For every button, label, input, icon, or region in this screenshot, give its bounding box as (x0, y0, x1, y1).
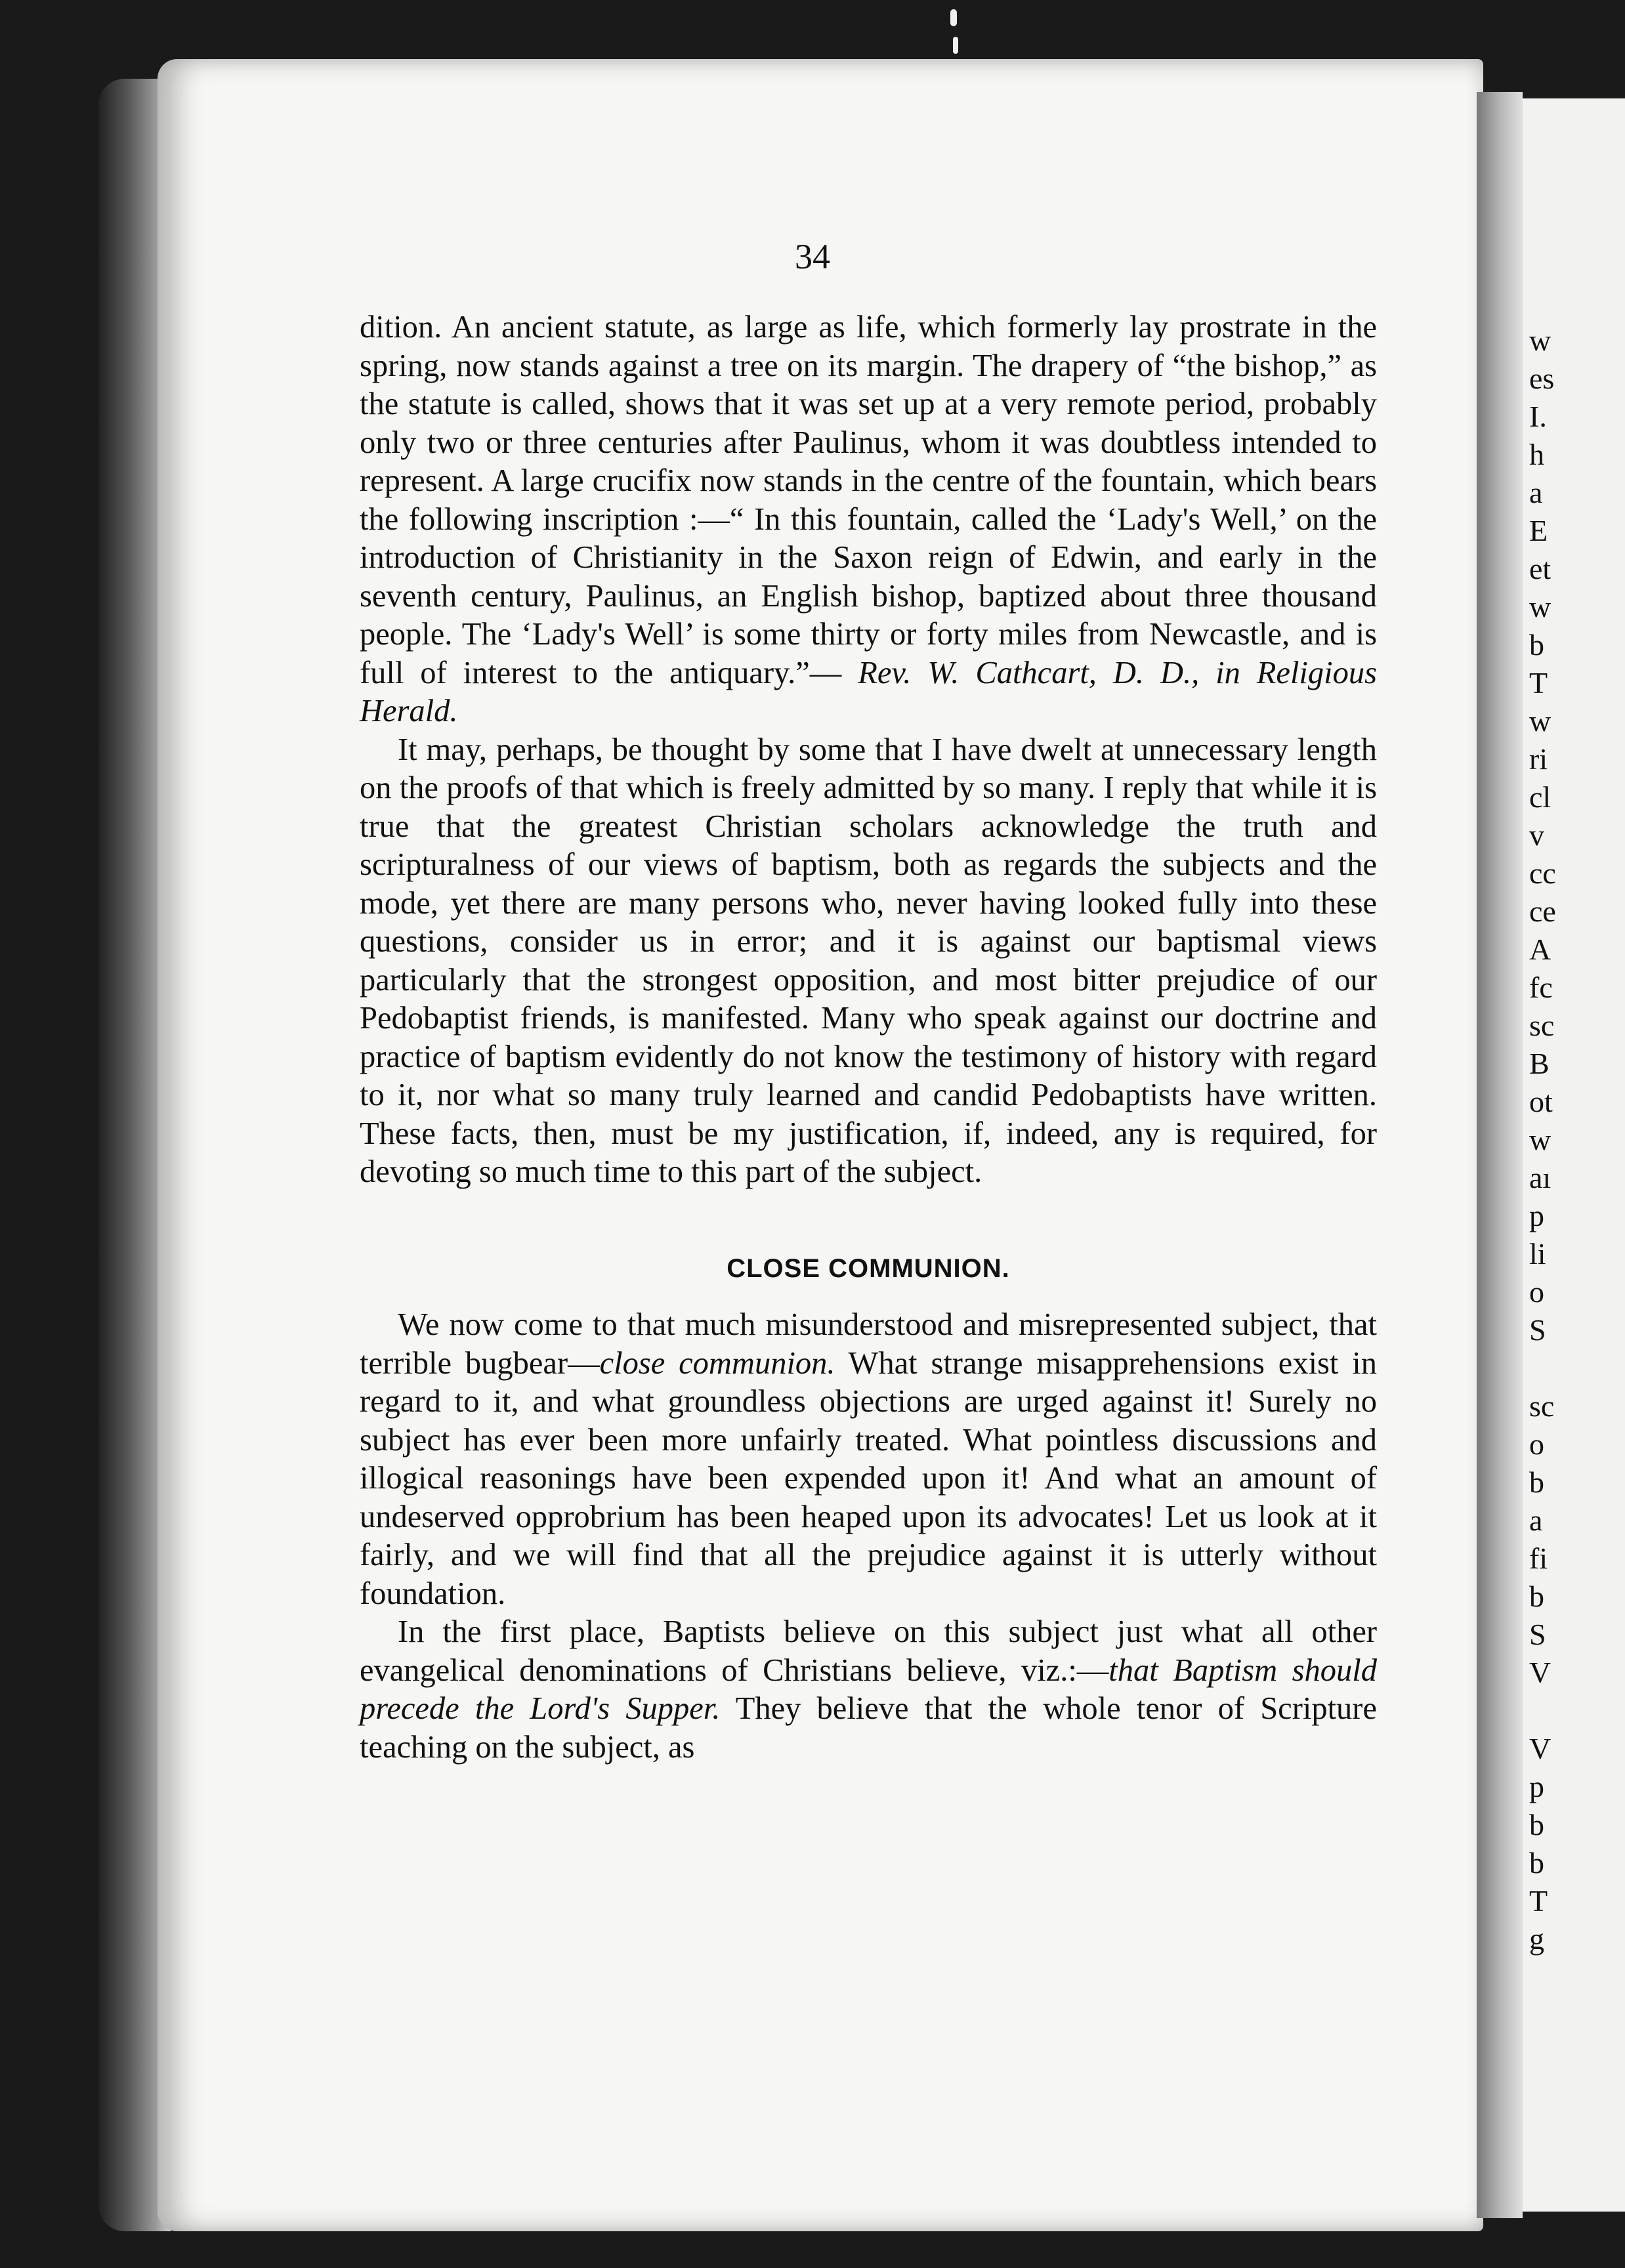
facing-page-fragment-42: g (1529, 1922, 1544, 1956)
facing-page-fragment-5: E (1529, 514, 1548, 547)
facing-page-fragment-33: b (1529, 1580, 1544, 1613)
scan-mark (950, 9, 957, 26)
facing-page-fragment-19: B (1529, 1047, 1550, 1080)
facing-page-fragment (1523, 98, 1625, 2212)
facing-page-fragment-4: a (1529, 476, 1543, 509)
facing-page-fragment-32: fi (1529, 1542, 1548, 1575)
facing-page-fragment-36 (1529, 1692, 1556, 1730)
facing-page-fragment-14: cc (1529, 856, 1556, 890)
facing-page-fragment-0: w (1529, 324, 1551, 357)
facing-page-fragment-16: A (1529, 933, 1551, 966)
facing-page-fragment-9: T (1529, 666, 1548, 700)
paragraph-continuation: dition. An ancient statute, as large as life, which formerly lay prostrate in the spring, now stands against a tree on its margin. The drapery of “the bishop,” as the statute is called, shows that it was set up at a very remote period, probably only two or three centuries after Paulinus, whom it was doubtless intended to represent. A large crucifix now stands in the centre of the fountain, which bears the following inscription :—“ In this fountain, called the ‘Lady's Well,’ on the introduction of Christianity in the Saxon reign of Edwin, and early in the seventh century, Paulinus, an English bishop, baptized about three thousand people. The ‘Lady's Well’ is some thirty or forty miles from Newcastle, and is full of interest to the antiquary.”— Rev. W. Cathcart, D. D., in Religious Herald. (360, 310, 1377, 728)
facing-page-fragment-41: T (1529, 1884, 1548, 1918)
facing-page-fragment-31: a (1529, 1503, 1543, 1537)
facing-page-fragment-30: b (1529, 1465, 1544, 1499)
facing-page-fragment-13: v (1529, 818, 1544, 852)
facing-page-fragment-24: li (1529, 1237, 1546, 1270)
facing-page-text (1529, 322, 1556, 1958)
facing-page-fragment-27 (1529, 1349, 1556, 1387)
facing-page-fragment-21: w (1529, 1123, 1551, 1156)
facing-page-fragment-10: w (1529, 704, 1551, 738)
facing-page-fragment-11: ri (1529, 742, 1548, 776)
citation: Rev. W. Cathcart, D. D., in Religious Herald. (360, 655, 1377, 728)
facing-page-fragment-15: ce (1529, 894, 1556, 928)
facing-page-fragment-35: V (1529, 1656, 1551, 1689)
facing-page-fragment-7: w (1529, 590, 1551, 623)
facing-page-fragment-39: b (1529, 1808, 1544, 1841)
page-body (360, 308, 1377, 1767)
section-heading: CLOSE COMMUNION. (727, 1253, 1010, 1283)
facing-page-fragment-18: sc (1529, 1009, 1555, 1042)
facing-page-fragment-17: fc (1529, 971, 1553, 1004)
facing-page-fragment-23: p (1529, 1199, 1544, 1232)
book-gutter (1477, 92, 1523, 2218)
facing-page-fragment-26: S (1529, 1313, 1546, 1347)
facing-page-fragment-2: I. (1529, 400, 1547, 433)
paragraph: It may, perhaps, be thought by some that I have dwelt at unnecessary length on the proofs of that which is freely admitted by so many. I reply that while it is true that the greatest Christian scholars acknowledge the truth and scripturalness of our views of baptism, both as regards the subjects and the mode, yet there are many persons who, never having looked fully into these questions, consider us in error; and it is against our baptismal views particularly that the strongest opposition, and most bitter prejudice of our Pedobaptist friends, is manifested. Many who speak against our doctrine and practice of baptism evidently do not know the testimony of history with regard to it, nor what so many truly learned and candid Pedobaptists have written. These facts, then, must be my justification, if, indeed, any is required, for devoting so much time to this part of the subject. (360, 732, 1377, 1189)
facing-page-fragment-6: et (1529, 552, 1551, 585)
facing-page-fragment-37: V (1529, 1732, 1551, 1765)
facing-page-fragment-1: es (1529, 362, 1555, 395)
scan-mark (953, 37, 958, 54)
facing-page-fragment-20: ot (1529, 1085, 1553, 1118)
facing-page-fragment-28: sc (1529, 1389, 1555, 1423)
facing-page-fragment-12: cl (1529, 780, 1551, 814)
facing-page-fragment-22: aı (1529, 1161, 1551, 1194)
facing-page-fragment-38: p (1529, 1770, 1544, 1803)
facing-page-fragment-29: o (1529, 1427, 1544, 1461)
facing-page-fragment-25: o (1529, 1275, 1544, 1309)
paragraph: We now come to that much misunderstood and misrepresented subject, that terrible bugbear—close communion. What strange misapprehensions exist in regard to it, and what groundless objections are urged against it! Surely no subject has ever been more unfairly treated. What pointless discussions and illogical reasonings have been expended upon it! And what an amount of undeserved opprobrium has been heaped upon its advocates! Let us look at it fairly, and we will find that all the prejudice against it is utterly without foundation. (360, 1307, 1377, 1611)
facing-page-fragment-8: b (1529, 628, 1544, 662)
facing-page-fragment-40: b (1529, 1846, 1544, 1880)
facing-page-fragment-34: S (1529, 1618, 1546, 1651)
facing-page-fragment-3: h (1529, 438, 1544, 471)
paragraph: In the first place, Baptists believe on this subject just what all other evangelical denominations of Christians believe, viz.:—that Baptism should precede the Lord's Supper. They believe that the whole tenor of Scripture teaching on the subject, as (360, 1614, 1377, 1765)
page-number: 34 (795, 237, 830, 276)
